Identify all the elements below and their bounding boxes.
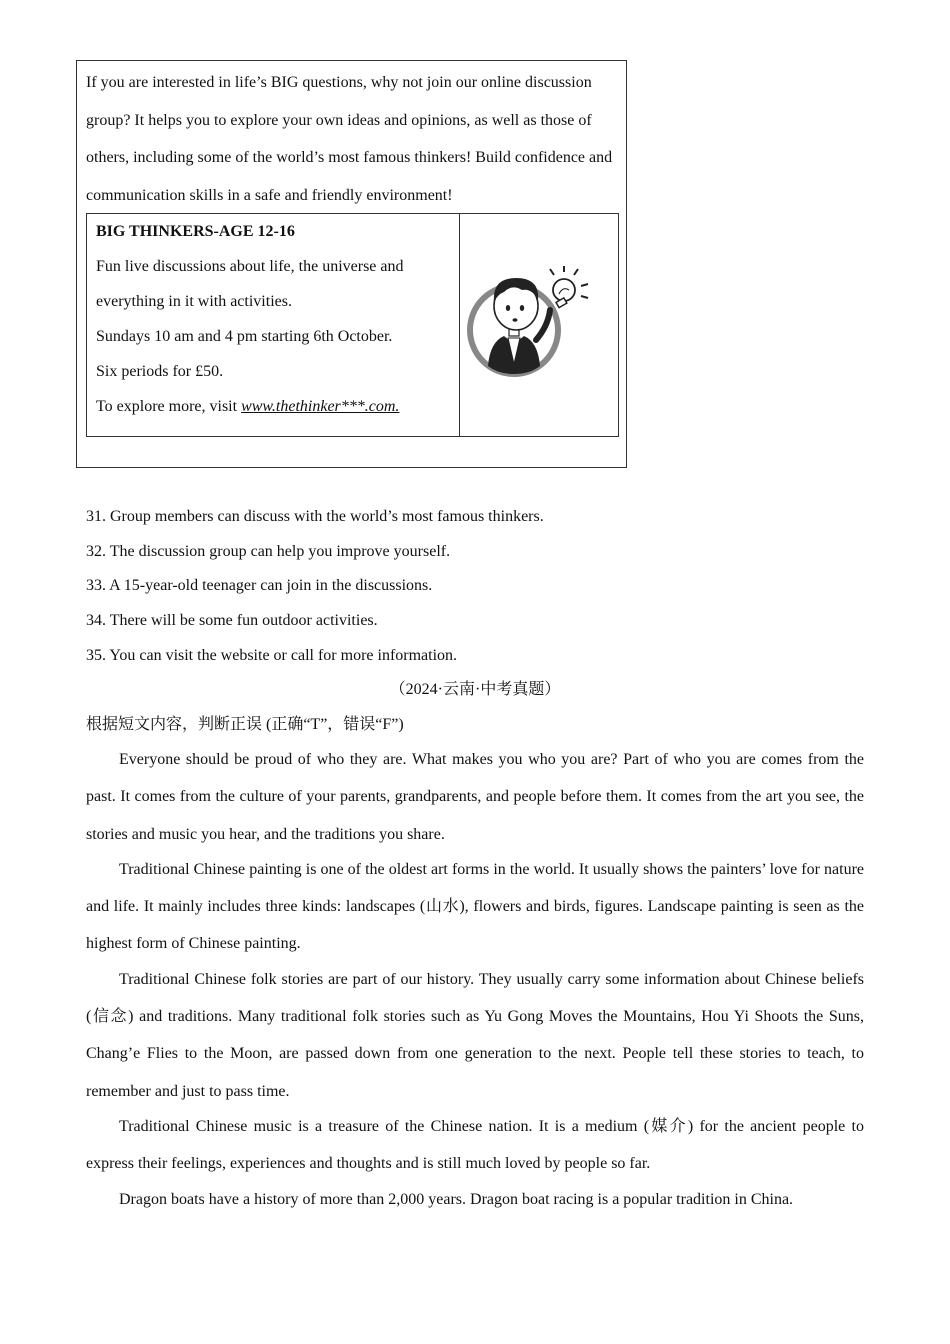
ad-price: Six periods for £50. [96,363,224,380]
question-list [86,500,866,674]
exam-source: （2024·云南·中考真题） [389,681,561,698]
ad-website-link[interactable]: www.thethinker***.com. [241,398,400,415]
question-item: 32. The discussion group can help you improve yourself. [86,542,451,560]
question-item: 34. There will be some fun outdoor activities. [86,612,378,630]
question-item: 35. You can visit the website or call for more information. [86,646,458,664]
ad-details-table [86,213,619,437]
ad-website-prefix: To explore more, visit [96,398,242,415]
question-item: 31. Group members can discuss with the world’s most famous thinkers. [86,508,544,525]
passage-paragraph: Traditional Chinese painting is one of the oldest art forms in the world. It usually shows the painters’ love for nature and life. It mainly includes three kinds: landscapes (山水), flowers and birds, figures. Landscape painting is seen as the highest form of Chinese painting. [86,860,864,953]
passage-paragraph: Traditional Chinese folk stories are part of our history. They usually carry some information about Chinese beliefs (信念) and traditions. Many traditional folk stories such as Yu Gong Moves the Mountains, Hou Yi Shoots the Suns, Chang’e Flies to the Moon, are passed down from one generation to the next. People tell these stories to teach, to remember and just to pass time. [86,970,864,1100]
passage-paragraph: Everyone should be proud of who they are. What makes you who you are? Part of who you are comes from the past. It comes from the culture of your parents, grandparents, and people before them. It comes from the art you see, the stories and music you hear, and the traditions you share. [86,751,864,843]
ad-heading: BIG THINKERS-AGE 12-16 [96,223,295,240]
question-item: 33. A 15-year-old teenager can join in the discussions. [86,577,433,595]
ad-description-line-1: Fun live discussions about life, the universe and [96,258,404,275]
ad-details-cell [87,214,460,436]
advertisement-box [76,60,627,468]
ad-image-cell [460,214,618,436]
reading-passage [86,741,864,1216]
passage-paragraph: Dragon boats have a history of more than 2,000 years. Dragon boat racing is a popular tradition in China. [119,1190,794,1208]
ad-schedule: Sundays 10 am and 4 pm starting 6th October. [96,328,393,345]
ad-intro-text: If you are interested in life’s BIG questions, why not join our online discussion group? It helps you to explore your own ideas and opinions, as well as those of others, including some of the world’s most famous thinkers! Build confidence and communication skills in a safe and friendly environment! [86,74,613,204]
thinker-with-lightbulb-icon [460,214,618,435]
ad-description-line-2: everything in it with activities. [96,293,292,310]
ad-website-line [96,389,456,424]
passage-paragraph: Traditional Chinese music is a treasure of the Chinese nation. It is a medium (媒介) for the ancient people to express their feelings, experiences and thoughts and is still much loved by people so far. [86,1117,864,1173]
instruction-text: 根据短文内容，判断正误 (正确“T”，错误“F”) [86,716,404,733]
